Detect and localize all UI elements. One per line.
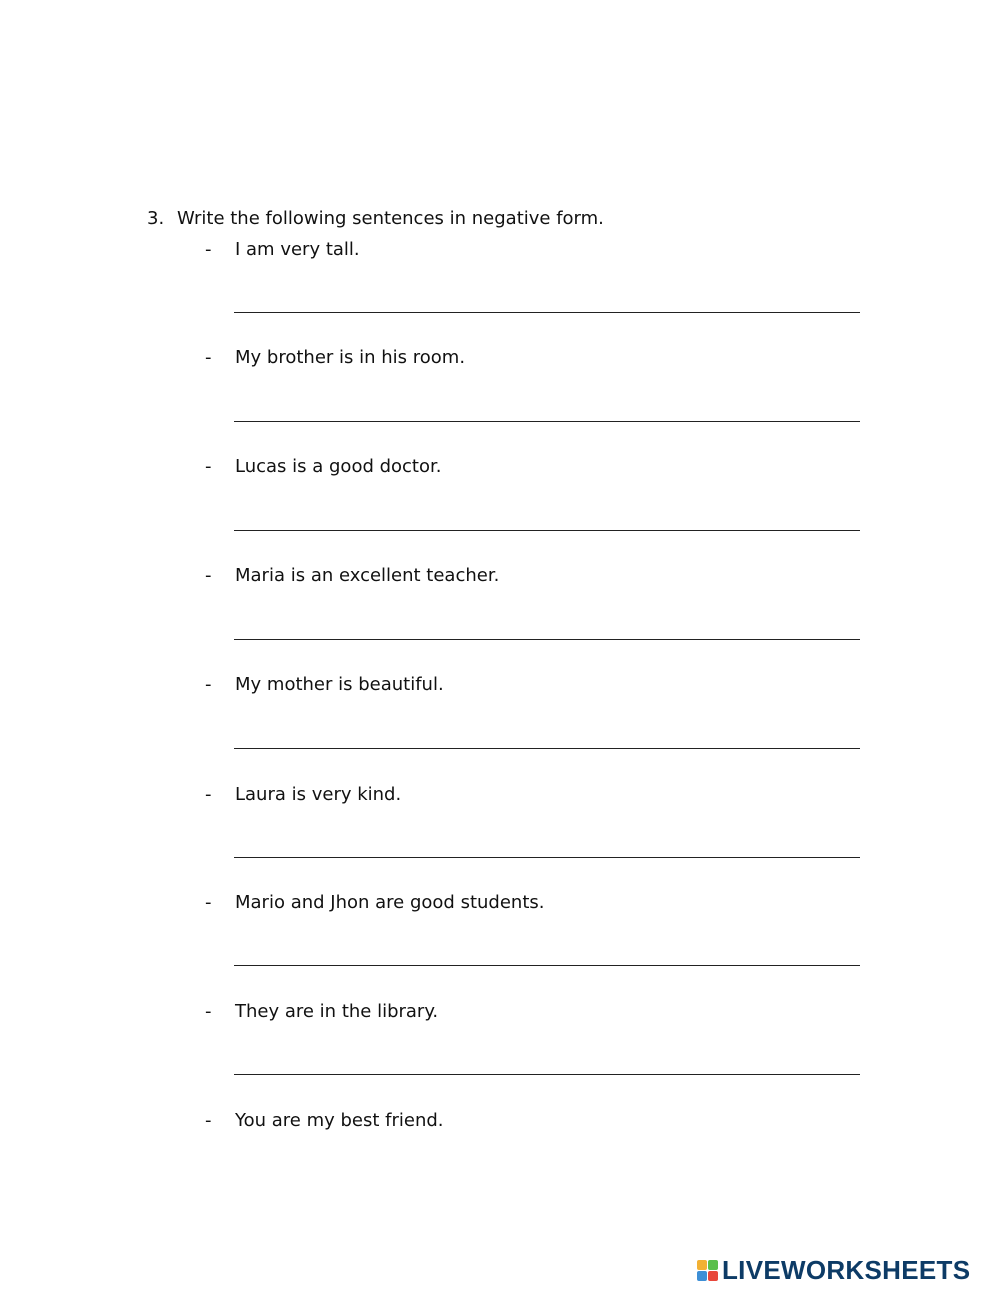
answer-line[interactable]	[234, 312, 860, 313]
sentence-text: Maria is an excellent teacher.	[235, 565, 500, 586]
sentence-text: You are my best friend.	[235, 1110, 444, 1131]
logo-tile	[708, 1271, 718, 1281]
logo-tile	[697, 1271, 707, 1281]
sentence-item	[205, 1001, 438, 1022]
logo-tile	[708, 1260, 718, 1270]
sentence-text: Lucas is a good doctor.	[235, 456, 442, 477]
answer-line[interactable]	[234, 748, 860, 749]
sentence-text: I am very tall.	[235, 239, 360, 260]
answer-line[interactable]	[234, 1074, 860, 1075]
list-bullet: -	[205, 1001, 212, 1022]
sentence-text: Laura is very kind.	[235, 784, 402, 805]
answer-line[interactable]	[234, 639, 860, 640]
exercise-instruction-text: Write the following sentences in negative form.	[177, 208, 604, 229]
sentence-item	[205, 784, 401, 805]
list-bullet: -	[205, 1110, 212, 1131]
liveworksheets-logo	[697, 1255, 970, 1285]
answer-line[interactable]	[234, 857, 860, 858]
answer-line[interactable]	[234, 530, 860, 531]
exercise-number: 3.	[147, 208, 165, 229]
logo-text: LIVEWORKSHEETS	[722, 1254, 971, 1285]
logo-tile	[697, 1260, 707, 1270]
answer-line[interactable]	[234, 421, 860, 422]
list-bullet: -	[205, 565, 212, 586]
sentence-item	[205, 347, 465, 368]
list-bullet: -	[205, 674, 212, 695]
sentence-text: They are in the library.	[235, 1001, 439, 1022]
list-bullet: -	[205, 456, 212, 477]
sentence-text: My mother is beautiful.	[235, 674, 444, 695]
answer-line[interactable]	[234, 965, 860, 966]
sentence-text: Mario and Jhon are good students.	[235, 892, 545, 913]
list-bullet: -	[205, 347, 212, 368]
sentence-item	[205, 892, 544, 913]
sentence-item	[205, 1110, 444, 1131]
sentence-text: My brother is in his room.	[235, 347, 466, 368]
sentence-item	[205, 674, 444, 695]
liveworksheets-logo-icon	[697, 1260, 718, 1281]
list-bullet: -	[205, 784, 212, 805]
exercise-instruction	[147, 208, 604, 229]
sentence-item	[205, 565, 499, 586]
sentence-item	[205, 456, 441, 477]
list-bullet: -	[205, 239, 212, 260]
sentence-item	[205, 239, 360, 260]
list-bullet: -	[205, 892, 212, 913]
